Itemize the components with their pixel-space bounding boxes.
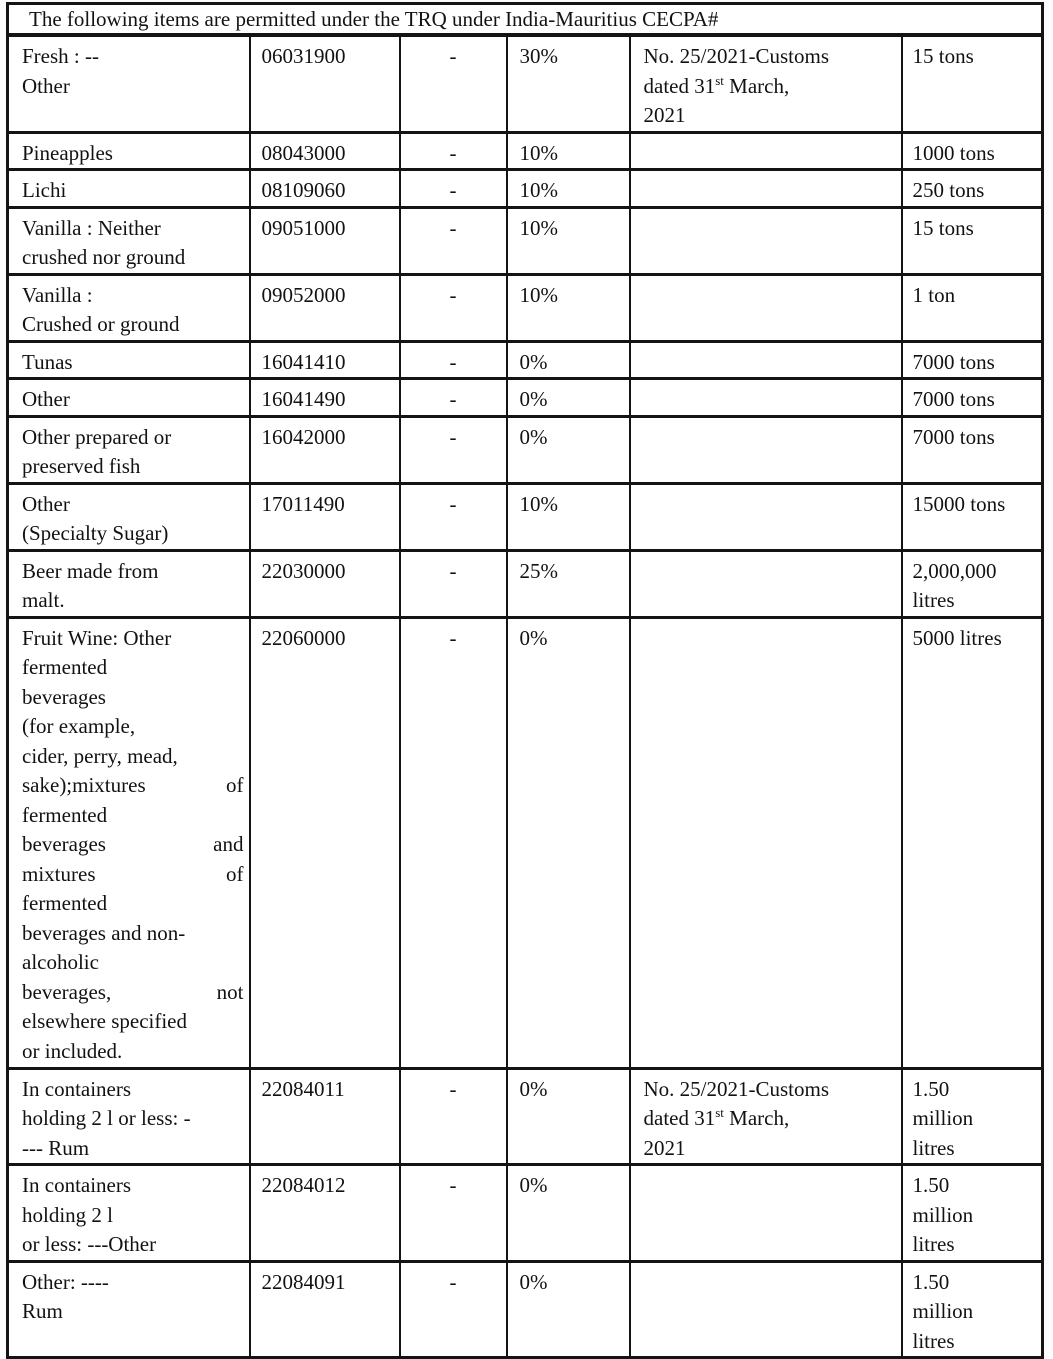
notification-cell bbox=[630, 1261, 902, 1358]
text-line: Other bbox=[22, 387, 70, 411]
quota-cell bbox=[902, 207, 1043, 274]
table-row bbox=[8, 274, 1043, 341]
text-line bbox=[22, 860, 244, 890]
text-line: 2021 bbox=[643, 103, 686, 127]
text-line: million bbox=[912, 1202, 974, 1227]
description-cell bbox=[8, 207, 250, 274]
text-line: alcoholic bbox=[22, 950, 99, 974]
dash-cell: - bbox=[400, 483, 507, 550]
text-line: million bbox=[912, 1299, 974, 1323]
notification-cell bbox=[630, 132, 902, 170]
text-line: fermented bbox=[22, 802, 108, 827]
notification-cell bbox=[630, 1165, 902, 1262]
text-line: 1000 tons bbox=[912, 140, 995, 165]
text-line: 7000 tons bbox=[912, 349, 995, 374]
table-row bbox=[8, 416, 1043, 483]
ordinal-suffix: st bbox=[715, 1105, 724, 1120]
text-line: 1.50 bbox=[912, 1173, 950, 1197]
duty-rate-cell: 30% bbox=[507, 35, 630, 132]
quota-cell bbox=[902, 1165, 1043, 1262]
table-row bbox=[8, 483, 1043, 550]
duty-rate-cell: 0% bbox=[507, 379, 630, 417]
hs-code-cell: 09051000 bbox=[250, 207, 400, 274]
notification-cell bbox=[630, 207, 902, 274]
text-line bbox=[22, 830, 244, 860]
trq-table bbox=[6, 2, 1044, 1359]
description-cell bbox=[8, 1261, 250, 1358]
description-cell bbox=[8, 617, 250, 1068]
dash-cell: - bbox=[400, 341, 507, 379]
text-line: Lichi bbox=[22, 178, 67, 202]
text-line: Other: ---- bbox=[22, 1269, 109, 1294]
description-cell bbox=[8, 483, 250, 550]
text-line: 7000 tons bbox=[912, 424, 995, 449]
text-line: malt. bbox=[22, 588, 65, 612]
dash-cell: - bbox=[400, 617, 507, 1068]
text-segment: beverages bbox=[22, 832, 106, 856]
duty-rate-cell: 10% bbox=[507, 170, 630, 208]
text-line: No. 25/2021-Customs bbox=[643, 44, 830, 68]
text-line: In containers bbox=[22, 1173, 132, 1197]
duty-rate-cell: 0% bbox=[507, 617, 630, 1068]
quota-cell bbox=[902, 416, 1043, 483]
dash-cell: - bbox=[400, 550, 507, 617]
dash-cell: - bbox=[400, 132, 507, 170]
ordinal-suffix: st bbox=[715, 72, 724, 88]
description-cell bbox=[8, 274, 250, 341]
text-line: elsewhere specified bbox=[22, 1009, 187, 1033]
text-segment: of bbox=[226, 861, 244, 886]
text-line: litres bbox=[912, 1232, 955, 1256]
text-line: In containers bbox=[22, 1076, 132, 1101]
text-line: Other bbox=[22, 491, 70, 516]
text-line: 1.50 bbox=[912, 1269, 950, 1294]
quota-cell bbox=[902, 341, 1043, 379]
quota-cell bbox=[902, 379, 1043, 417]
table-row bbox=[8, 341, 1043, 379]
hs-code-cell: 22030000 bbox=[250, 550, 400, 617]
quota-cell bbox=[902, 1261, 1043, 1358]
description-cell bbox=[8, 170, 250, 208]
hs-code-cell: 09052000 bbox=[250, 274, 400, 341]
text-line: Crushed or ground bbox=[22, 312, 180, 336]
quota-cell bbox=[902, 274, 1043, 341]
dash-cell: - bbox=[400, 35, 507, 132]
text-line: million bbox=[912, 1106, 974, 1130]
text-line: Vanilla : bbox=[22, 282, 93, 307]
duty-rate-cell: 0% bbox=[507, 416, 630, 483]
text-line: 15 tons bbox=[912, 44, 974, 68]
text-line: preserved fish bbox=[22, 454, 141, 478]
notification-cell bbox=[630, 1068, 902, 1165]
duty-rate-cell: 10% bbox=[507, 483, 630, 550]
table-row bbox=[8, 132, 1043, 170]
notification-cell bbox=[630, 550, 902, 617]
text-line bbox=[22, 978, 244, 1008]
quota-cell bbox=[902, 483, 1043, 550]
description-cell bbox=[8, 35, 250, 132]
text-line: fermented bbox=[22, 891, 108, 915]
text-line: 7000 tons bbox=[912, 387, 995, 411]
text-line: dated 31st March, bbox=[643, 1105, 790, 1130]
table-row bbox=[8, 170, 1043, 208]
table-row bbox=[8, 1068, 1043, 1165]
text-line: litres bbox=[912, 1328, 955, 1353]
hs-code-cell: 22060000 bbox=[250, 617, 400, 1068]
quota-cell bbox=[902, 132, 1043, 170]
text-line: Pineapples bbox=[22, 140, 113, 165]
text-line: 2,000,000 bbox=[912, 558, 997, 583]
text-line: fermented bbox=[22, 655, 108, 679]
dash-cell: - bbox=[400, 274, 507, 341]
text-segment: mixtures bbox=[22, 861, 96, 886]
hs-code-cell: 22084012 bbox=[250, 1165, 400, 1262]
text-line: cider, perry, mead, bbox=[22, 743, 178, 768]
text-line: or less: ---Other bbox=[22, 1232, 157, 1256]
notification-cell bbox=[630, 274, 902, 341]
text-line: 2021 bbox=[643, 1135, 686, 1160]
notification-cell bbox=[630, 483, 902, 550]
description-cell bbox=[8, 379, 250, 417]
description-cell bbox=[8, 416, 250, 483]
dash-cell: - bbox=[400, 1165, 507, 1262]
text-line: 1 ton bbox=[912, 282, 956, 307]
table-row bbox=[8, 617, 1043, 1068]
duty-rate-cell: 25% bbox=[507, 550, 630, 617]
text-line: holding 2 l or less: - bbox=[22, 1106, 191, 1130]
hs-code-cell: 08109060 bbox=[250, 170, 400, 208]
duty-rate-cell: 0% bbox=[507, 1068, 630, 1165]
text-line: beverages and non- bbox=[22, 920, 186, 945]
table-row bbox=[8, 379, 1043, 417]
hs-code-cell: 22084011 bbox=[250, 1068, 400, 1165]
text-line: 250 tons bbox=[912, 178, 985, 202]
notification-cell bbox=[630, 617, 902, 1068]
hs-code-cell: 17011490 bbox=[250, 483, 400, 550]
hs-code-cell: 16041490 bbox=[250, 379, 400, 417]
text-line: 15000 tons bbox=[912, 491, 1006, 516]
text-line bbox=[22, 771, 244, 801]
text-line: No. 25/2021-Customs bbox=[643, 1076, 830, 1101]
dash-cell: - bbox=[400, 1068, 507, 1165]
duty-rate-cell: 0% bbox=[507, 1165, 630, 1262]
text-line: Fruit Wine: Other bbox=[22, 625, 172, 650]
duty-rate-cell: 10% bbox=[507, 207, 630, 274]
text-segment: and bbox=[213, 832, 244, 856]
hs-code-cell: 16041410 bbox=[250, 341, 400, 379]
description-cell bbox=[8, 341, 250, 379]
dash-cell: - bbox=[400, 1261, 507, 1358]
quota-cell bbox=[902, 170, 1043, 208]
text-line: Rum bbox=[22, 1299, 63, 1323]
duty-rate-cell: 10% bbox=[507, 274, 630, 341]
text-segment: sake);mixtures bbox=[22, 773, 146, 797]
text-line: 1.50 bbox=[912, 1076, 950, 1101]
text-line: Beer made from bbox=[22, 558, 159, 583]
text-line: 15 tons bbox=[912, 215, 974, 240]
table-row bbox=[8, 1165, 1043, 1262]
text-line: beverages bbox=[22, 684, 106, 709]
notification-cell bbox=[630, 170, 902, 208]
text-line: Vanilla : Neither bbox=[22, 215, 161, 240]
dash-cell: - bbox=[400, 207, 507, 274]
text-line: --- Rum bbox=[22, 1135, 90, 1160]
text-line: holding 2 l bbox=[22, 1202, 114, 1227]
dash-cell: - bbox=[400, 170, 507, 208]
text-line: Other bbox=[22, 73, 70, 98]
hs-code-cell: 22084091 bbox=[250, 1261, 400, 1358]
notification-cell bbox=[630, 341, 902, 379]
text-line: crushed nor ground bbox=[22, 245, 186, 269]
notification-cell bbox=[630, 379, 902, 417]
hs-code-cell: 16042000 bbox=[250, 416, 400, 483]
quota-cell bbox=[902, 1068, 1043, 1165]
caption-row bbox=[8, 4, 1043, 36]
duty-rate-cell: 10% bbox=[507, 132, 630, 170]
text-line: litres bbox=[912, 588, 955, 612]
text-segment: beverages, bbox=[22, 979, 112, 1004]
text-line: Tunas bbox=[22, 349, 73, 374]
text-segment: not bbox=[216, 979, 244, 1004]
table-row bbox=[8, 207, 1043, 274]
hs-code-cell: 08043000 bbox=[250, 132, 400, 170]
duty-rate-cell: 0% bbox=[507, 341, 630, 379]
text-line: (Specialty Sugar) bbox=[22, 521, 169, 545]
dash-cell: - bbox=[400, 379, 507, 417]
hs-code-cell: 06031900 bbox=[250, 35, 400, 132]
text-segment: of bbox=[226, 773, 244, 797]
table-row bbox=[8, 550, 1043, 617]
text-line: Fresh : -- bbox=[22, 44, 99, 68]
notification-cell bbox=[630, 416, 902, 483]
table-caption: The following items are permitted under the TRQ under India-Mauritius CECPA# bbox=[8, 4, 1043, 36]
quota-cell bbox=[902, 617, 1043, 1068]
description-cell bbox=[8, 132, 250, 170]
description-cell bbox=[8, 1068, 250, 1165]
description-cell bbox=[8, 550, 250, 617]
text-line: litres bbox=[912, 1135, 955, 1160]
table-row bbox=[8, 1261, 1043, 1358]
description-cell bbox=[8, 1165, 250, 1262]
quota-cell bbox=[902, 35, 1043, 132]
text-line: or included. bbox=[22, 1038, 123, 1063]
table-row bbox=[8, 35, 1043, 132]
duty-rate-cell: 0% bbox=[507, 1261, 630, 1358]
text-line: dated 31st March, bbox=[643, 72, 790, 98]
notification-cell bbox=[630, 35, 902, 132]
text-line: Other prepared or bbox=[22, 424, 172, 449]
dash-cell: - bbox=[400, 416, 507, 483]
text-line: 5000 litres bbox=[912, 625, 1002, 650]
text-line: (for example, bbox=[22, 714, 136, 738]
quota-cell bbox=[902, 550, 1043, 617]
